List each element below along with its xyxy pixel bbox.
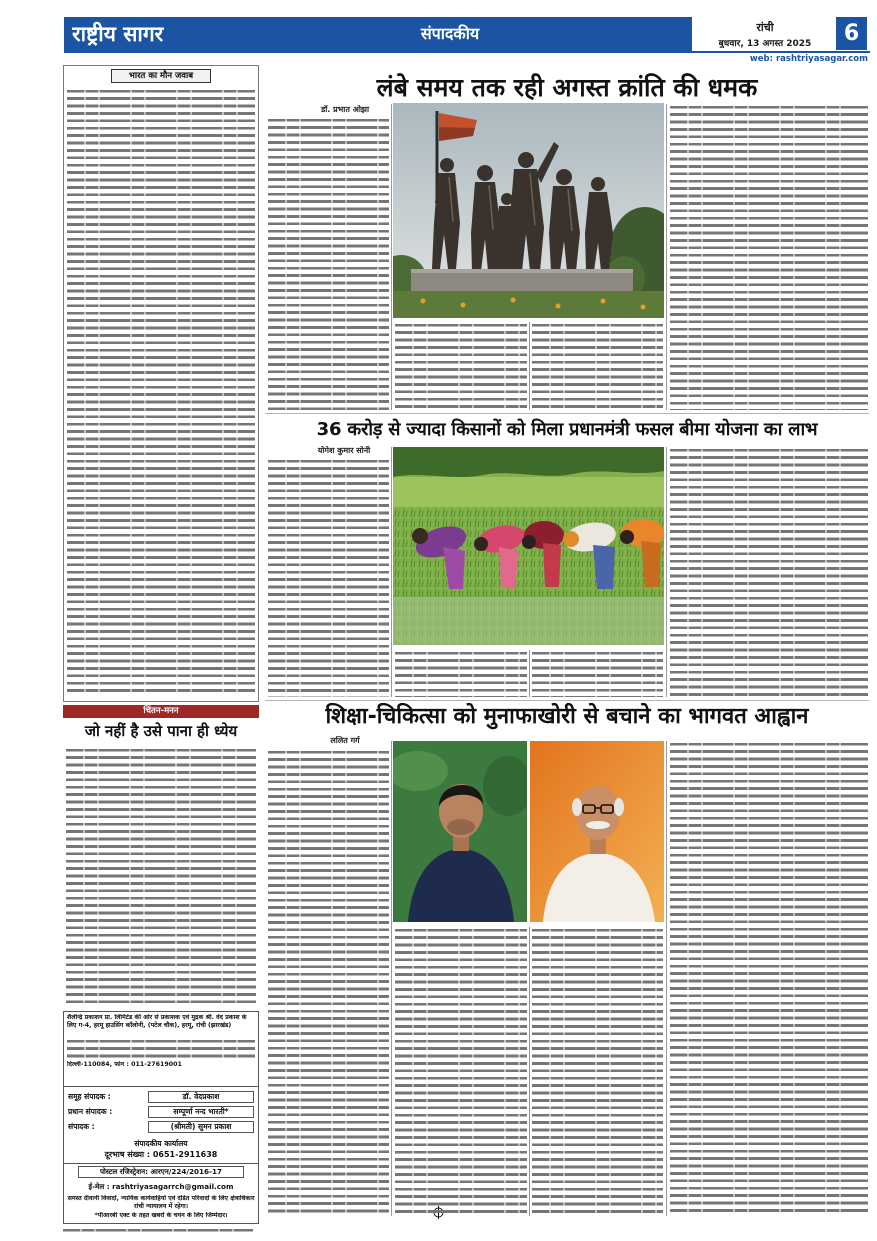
article-1-column-d-text	[670, 104, 868, 410]
article-2-headline: 36 करोड़ से ज्यादा किसानों को मिला प्रधानमंत्री फसल बीमा योजना का लाभ	[316, 419, 818, 440]
office-phone: दूरभाष संख्या : 0651-2911638	[104, 1150, 218, 1159]
imprint-divider	[64, 1086, 258, 1087]
postal-registration: पोस्टल रजिस्ट्रेशन: आरएन/224/2016-17	[78, 1166, 244, 1178]
section-label-chintan-manan: चिंतन-मनन	[63, 705, 259, 718]
column-rule	[391, 104, 392, 410]
thought-headline: जो नहीं है उसे पाना ही ध्येय	[84, 722, 238, 740]
plinth	[411, 269, 633, 291]
edition-date: बुधवार, 13 अगस्त 2025	[718, 39, 812, 48]
editorial-title: भारत का मौन जवाब	[111, 69, 211, 83]
two-portraits-photo	[393, 741, 664, 922]
jurisdiction-note: समस्त दीवानी विवादों, न्यायिक कार्यवाहियों एवं दंडित परिवादों के लिए क्षेत्राधिकार रांची न्यायालय में रहेगा।	[67, 1195, 255, 1210]
article-1-column-a-text	[268, 117, 389, 410]
thought-body-text	[66, 747, 256, 1008]
article-2-column-d-text	[670, 447, 868, 697]
column-rule	[666, 741, 667, 1216]
article-1-headline: लंबे समय तक रही अगस्त क्रांति की धमक	[376, 73, 758, 102]
column-rule	[391, 447, 392, 697]
article-2-byline: योगेश कुमार सोनी	[317, 446, 371, 455]
article-1-photo	[393, 103, 664, 318]
portrait-left	[393, 741, 533, 922]
article-3-column-c-text	[532, 927, 663, 1216]
publisher-line: शैलेन्द्रि प्रकाशन प्रा. लिमिटेड की ओर से प्रकाशक एवं मुद्रक श्री. वेद प्रकाश के लिए ग-4, हरमू हाउसिंग कॉलोनी, (पटेल चौक), हरमू, रांची (झारखंड)	[67, 1014, 247, 1029]
article-3-column-d-text	[670, 741, 868, 1216]
footer-note-text	[63, 1227, 253, 1233]
article-separator	[265, 700, 869, 701]
staff-role: प्रधान संपादक :	[68, 1107, 113, 1116]
farmers-rice-field-photo	[393, 447, 664, 645]
article-separator	[265, 413, 869, 414]
article-2-column-a-text	[268, 458, 389, 697]
section-title: संपादकीय	[420, 24, 480, 43]
column-rule	[529, 650, 530, 697]
article-3-headline: शिक्षा-चिकित्सा को मुनाफाखोरी से बचाने का भागवत आह्वान	[325, 704, 809, 729]
email-address: ई-मेल : rashtriyasagarrch@gmail.com	[88, 1182, 234, 1191]
paddy-water	[393, 597, 664, 645]
page-number: 6	[836, 17, 867, 50]
staff-name: (श्रीमती) सुमन प्रकाश	[148, 1121, 254, 1133]
staff-name: डॉ. वेदप्रकाश	[148, 1091, 254, 1103]
article-3-column-b-text	[395, 927, 527, 1216]
staff-role: समूह संपादक :	[68, 1092, 111, 1101]
article-3-column-a-text	[268, 749, 389, 1216]
column-rule	[529, 927, 530, 1216]
article-1-byline: डॉ. प्रभात ओझा	[320, 105, 370, 114]
column-rule	[666, 447, 667, 697]
august-kranti-statue-photo	[393, 103, 664, 318]
column-rule	[529, 322, 530, 410]
article-3-byline: ललित गर्ग	[330, 736, 360, 745]
editorial-body-text	[67, 88, 255, 696]
prb-act-note: *पीआरबी एक्ट के तहत खबरों के चयन के लिए जिम्मेदार।	[94, 1212, 228, 1219]
mustache	[586, 821, 610, 829]
column-rule	[391, 741, 392, 1216]
portrait-right	[530, 741, 664, 922]
website-address: web: rashtriyasagar.com	[749, 54, 868, 64]
staff-name: सम्पूर्णा नन्द भारती*	[148, 1106, 254, 1118]
imprint-address-text	[67, 1038, 255, 1060]
article-2-photo	[393, 447, 664, 645]
delhi-office-line: दिल्ली-110084, फोन : 011-27619001	[67, 1061, 182, 1068]
article-2-column-c-text	[532, 650, 663, 697]
article-1-column-c-text	[532, 322, 663, 410]
masthead-rule	[64, 51, 870, 53]
staff-role: संपादक :	[68, 1122, 95, 1131]
column-rule	[666, 104, 667, 410]
article-1-column-b-text	[395, 322, 527, 410]
edition-city: रांची	[756, 21, 774, 34]
paper-logo: राष्ट्रीय सागर	[72, 21, 164, 46]
imprint-divider	[64, 1163, 258, 1164]
article-2-column-b-text	[395, 650, 527, 697]
article-3-photo	[393, 741, 664, 922]
ground	[393, 291, 664, 318]
editorial-office-label: संपादकीय कार्यालय	[134, 1139, 188, 1148]
